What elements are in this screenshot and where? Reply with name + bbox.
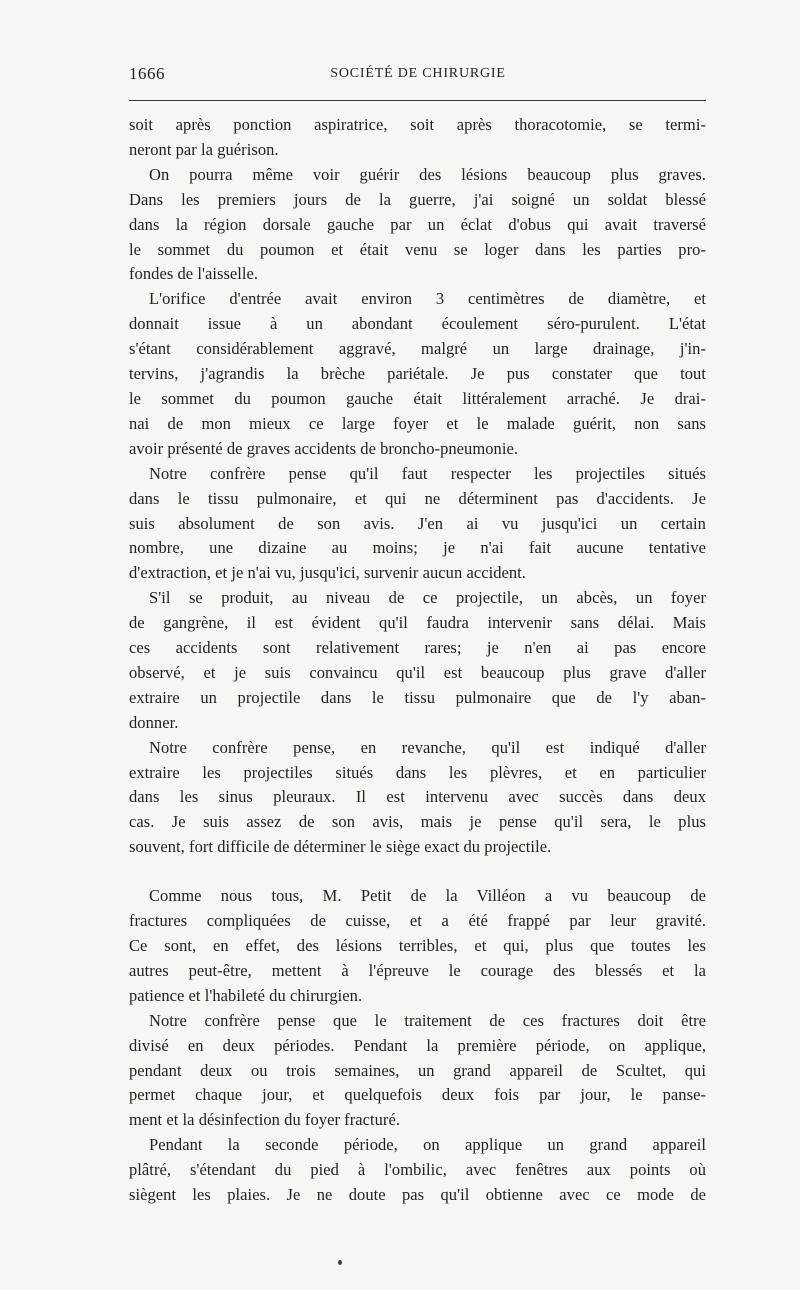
page-number: 1666 — [129, 64, 165, 83]
text-line: Notre confrère pense, en revanche, qu'il est indiqué d'aller — [149, 737, 706, 757]
text-line: Dans les premiers jours de la guerre, j'ai soigné un soldat blessé — [129, 189, 706, 209]
footer-dot — [338, 1260, 342, 1265]
text-line: donner. — [129, 712, 179, 732]
text-line: nombre, une dizaine au moins; je n'ai fait aucune tentative — [129, 538, 706, 558]
text-line: autres peut-être, mettent à l'épreuve le courage des blessés et la — [129, 960, 706, 980]
paragraph — [129, 1009, 706, 1134]
text-line: neront par la guérison. — [129, 139, 279, 159]
section-gap — [129, 860, 706, 884]
paragraph — [129, 462, 706, 587]
text-line: Notre confrère pense que le traitement de ces fractures doit être — [149, 1010, 706, 1030]
text-line: donnait issue à un abondant écoulement séro-purulent. L'état — [129, 314, 706, 334]
text-line: patience et l'habileté du chirurgien. — [129, 985, 363, 1005]
text-line: On pourra même voir guérir des lésions beaucoup plus graves. — [149, 164, 706, 184]
text-line: dans le tissu pulmonaire, et qui ne déterminent pas d'accidents. Je — [129, 488, 706, 508]
text-line: Notre confrère pense qu'il faut respecter les projectiles situés — [149, 463, 706, 483]
header-rule — [129, 100, 706, 101]
body-text — [129, 113, 706, 1208]
text-line: avoir présenté de graves accidents de broncho-pneumonie. — [129, 438, 519, 458]
text-line: observé, et je suis convaincu qu'il est beaucoup plus grave d'aller — [129, 662, 706, 682]
paragraph — [129, 586, 706, 735]
text-line: divisé en deux périodes. Pendant la première période, on applique, — [129, 1035, 706, 1055]
text-line: souvent, fort difficile de déterminer le siège exact du projectile. — [129, 837, 552, 857]
text-line: le sommet du poumon gauche était littéralement arraché. Je drai- — [129, 388, 706, 408]
text-line: extraire les projectiles situés dans les plèvres, et en particulier — [129, 762, 706, 782]
paragraph — [129, 163, 706, 288]
paragraph — [129, 884, 706, 1009]
text-line: ces accidents sont relativement rares; je n'en ai pas encore — [129, 638, 706, 658]
text-line: le sommet du poumon et était venu se loger dans les parties pro- — [129, 239, 706, 259]
paragraph — [129, 1133, 706, 1208]
text-line: fondes de l'aisselle. — [129, 264, 259, 284]
running-title: SOCIÉTÉ DE CHIRURGIE — [330, 66, 506, 81]
text-line: soit après ponction aspiratrice, soit après thoracotomie, se termi- — [129, 115, 706, 134]
paragraph — [129, 287, 706, 461]
text-line: siègent les plaies. Je ne doute pas qu'il obtienne avec ce mode de — [129, 1185, 706, 1205]
text-line: cas. Je suis assez de son avis, mais je pense qu'il sera, le plus — [129, 812, 706, 832]
text-line: pendant deux ou trois semaines, un grand appareil de Scultet, qui — [129, 1060, 706, 1080]
text-line: Comme nous tous, M. Petit de la Villéon a vu beaucoup de — [149, 886, 706, 906]
text-line: extraire un projectile dans le tissu pulmonaire que de l'y aban- — [129, 687, 706, 707]
text-line: fractures compliquées de cuisse, et a été frappé par leur gravité. — [129, 911, 706, 931]
text-line: suis absolument de son avis. J'en ai vu jusqu'ici un certain — [129, 513, 706, 533]
text-line: Pendant la seconde période, on applique un grand appareil — [149, 1135, 706, 1155]
text-line: de gangrène, il est évident qu'il faudra intervenir sans délai. Mais — [129, 613, 706, 633]
text-line: Ce sont, en effet, des lésions terribles, et qui, plus que toutes les — [129, 936, 706, 955]
text-line: dans la région dorsale gauche par un éclat d'obus qui avait traversé — [129, 214, 706, 234]
page-header — [129, 64, 707, 88]
text-line: permet chaque jour, et quelquefois deux fois par jour, le panse- — [129, 1085, 706, 1105]
paragraph — [129, 113, 706, 163]
text-line: S'il se produit, au niveau de ce projectile, un abcès, un foyer — [149, 588, 706, 608]
text-line: s'étant considérablement aggravé, malgré un large drainage, j'in- — [129, 339, 706, 359]
text-line: dans les sinus pleuraux. Il est intervenu avec succès dans deux — [129, 787, 706, 807]
text-line: nai de mon mieux ce large foyer et le malade guérit, non sans — [129, 413, 706, 433]
text-line: tervins, j'agrandis la brèche pariétale. Je pus constater que tout — [129, 364, 706, 384]
text-line: plâtré, s'étendant du pied à l'ombilic, avec fenêtres aux points où — [129, 1160, 706, 1180]
text-line: d'extraction, et je n'ai vu, jusqu'ici, survenir aucun accident. — [129, 563, 526, 583]
text-line: ment et la désinfection du foyer fracturé. — [129, 1110, 401, 1130]
text-line: L'orifice d'entrée avait environ 3 centimètres de diamètre, et — [149, 289, 706, 309]
paragraph — [129, 736, 706, 861]
